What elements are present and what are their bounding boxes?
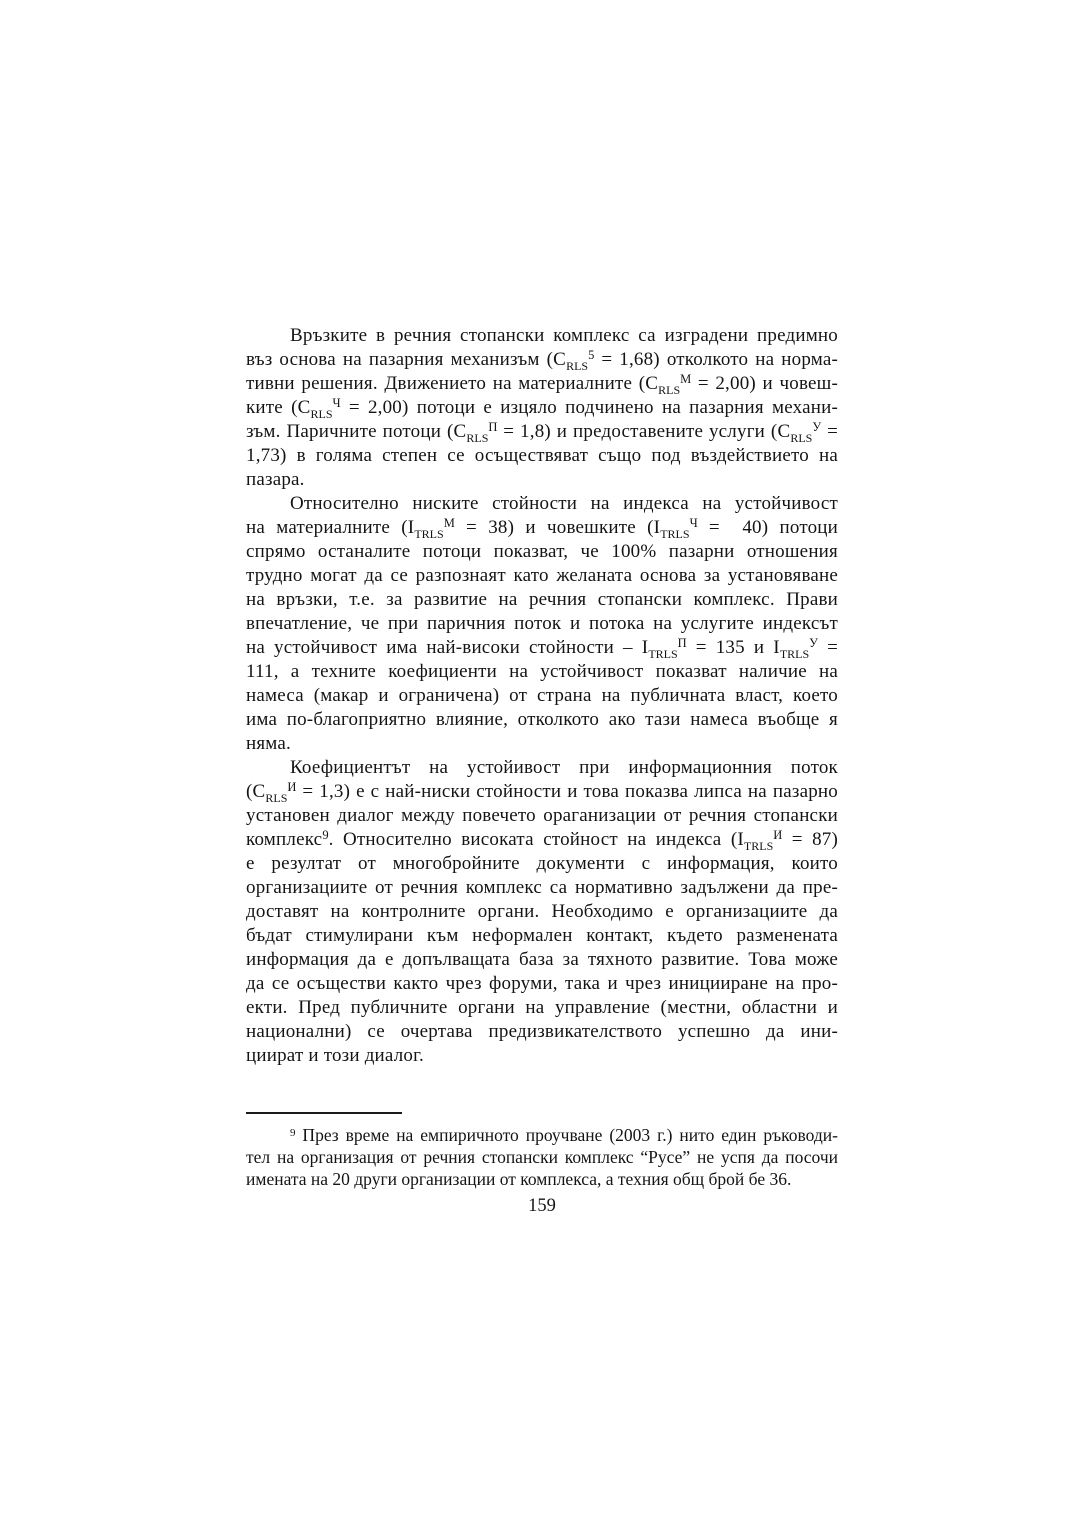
text-line: има по-благоприятно влияние, отколкото ако тази намеса въобще я bbox=[246, 709, 838, 730]
text-line: на устойчивост има най-високи стойности – $I_{TRLS}^П = 135$ и $I_{TRLS}^У$ = bbox=[246, 636, 838, 660]
superscript: 9 bbox=[290, 1127, 296, 1139]
text-line: имената на 20 други организации от комплекса, а техния общ брой бе 36. bbox=[246, 1169, 792, 1189]
text-line: зъм. Паричните потоци $(C_{RLS}^П = 1,8)$ и предоставените услуги ($C_{RLS}^У$ = bbox=[246, 420, 838, 444]
text-line: екти. Пред публичните органи на управление (местни, областни и bbox=[246, 997, 838, 1018]
superscript: П bbox=[488, 420, 498, 434]
text-line: пазара. bbox=[246, 469, 305, 490]
text-line: въз основа на пазарния механизъм $(C_{RLS}^5 = 1,68)$ отколкото на норма- bbox=[246, 348, 838, 372]
text-line: е резултат от многобройните документи с информация, които bbox=[246, 853, 838, 874]
text-line: 1,73) в голяма степен се осъществяват също под въздействието на bbox=[246, 445, 838, 466]
superscript: М bbox=[443, 516, 455, 530]
text-line: впечатление, че при паричния поток и потока на услугите индексът bbox=[246, 613, 838, 634]
text-line: циират и този диалог. bbox=[246, 1045, 424, 1066]
text-line: тивни решения. Движението на материалните $(C_{RLS}^М = 2,00)$ и човеш- bbox=[246, 372, 838, 396]
body-text bbox=[246, 324, 838, 1068]
footnote bbox=[246, 1124, 838, 1190]
superscript: 9 bbox=[322, 828, 329, 842]
page-number: 159 bbox=[528, 1196, 556, 1216]
text-line: Коефициентът на устойивост при информационния поток bbox=[290, 757, 838, 778]
superscript: У bbox=[812, 420, 822, 434]
paragraph bbox=[246, 492, 838, 756]
text-line: доставят на контролните органи. Необходимо е организациите да bbox=[246, 901, 838, 922]
subscript: RLS bbox=[265, 791, 288, 804]
footnote-paragraph bbox=[246, 1124, 838, 1190]
superscript: М bbox=[680, 372, 692, 386]
text-line: национални) се очертава предизвикателството успешно да ини- bbox=[246, 1021, 838, 1042]
text-line: $^9$ През време на емпиричното проучване (2003 г.) нито един ръководи- bbox=[290, 1125, 838, 1145]
superscript: И bbox=[287, 780, 297, 794]
text-line: на материалните $(I_{TRLS}^М = 38)$ и човешките $(I_{TRLS}^Ч = 40)$ потоци bbox=[246, 516, 838, 540]
text-line: Връзките в речния стопански комплекс са изградени предимно bbox=[290, 325, 838, 346]
text-line: 111, а техните коефициенти на устойчивост показват наличие на bbox=[246, 661, 838, 682]
text-line: тел на организация от речния стопански комплекс “Русе” не успя да посочи bbox=[246, 1147, 838, 1167]
text-line: ките $(C_{RLS}^Ч = 2,00)$ потоци е изцяло подчинено на пазарния механи- bbox=[246, 396, 838, 420]
superscript: У bbox=[809, 636, 819, 650]
superscript: И bbox=[773, 828, 783, 842]
subscript: TRLS bbox=[743, 839, 774, 852]
subscript: RLS bbox=[790, 431, 813, 444]
text-line: установен диалог между повечето ораганизации от речния стопански bbox=[246, 805, 838, 826]
paragraph bbox=[246, 756, 838, 1068]
subscript: TRLS bbox=[414, 527, 444, 540]
text-line: информация да е допълващата база за тяхното развитие. Това може bbox=[246, 949, 838, 970]
superscript: 5 bbox=[588, 348, 595, 362]
text-line: организациите от речния комплекс са нормативно задължени да пре- bbox=[246, 877, 838, 898]
superscript: Ч bbox=[332, 396, 341, 410]
text-line: $(C_{RLS}^И = 1,3)$ е с най-ниски стойности и това показва липса на пазарно bbox=[246, 780, 838, 804]
superscript: Ч bbox=[689, 516, 698, 530]
text-line: спрямо останалите потоци показват, че 100% пазарни отношения bbox=[246, 541, 838, 562]
subscript: TRLS bbox=[779, 647, 810, 660]
text-line: Относително ниските стойности на индекса на устойчивост bbox=[290, 493, 838, 514]
text-line: комплекс$^9$. Относително високата стойност на индекса $(I_{TRLS}^И = 87)$ bbox=[246, 828, 838, 852]
subscript: RLS bbox=[658, 383, 681, 396]
text-line: няма. bbox=[246, 733, 291, 754]
superscript: П bbox=[677, 636, 687, 650]
subscript: RLS bbox=[466, 431, 489, 444]
text-line: да се осъществи както чрез форуми, така и чрез иницииране на про- bbox=[246, 973, 838, 994]
text-line: трудно могат да се разпознаят като желаната основа за установяване bbox=[246, 565, 838, 586]
text-line: на връзки, т.е. за развитие на речния стопански комплекс. Прави bbox=[246, 589, 838, 610]
subscript: TRLS bbox=[648, 647, 678, 660]
paragraph bbox=[246, 324, 838, 492]
subscript: TRLS bbox=[660, 527, 690, 540]
footnote-separator bbox=[246, 1112, 402, 1114]
subscript: RLS bbox=[310, 407, 333, 420]
text-line: намеса (макар и ограничена) от страна на публичната власт, което bbox=[246, 685, 838, 706]
text-line: бъдат стимулирани към неформален контакт, където разменената bbox=[246, 925, 838, 946]
subscript: RLS bbox=[566, 359, 589, 372]
